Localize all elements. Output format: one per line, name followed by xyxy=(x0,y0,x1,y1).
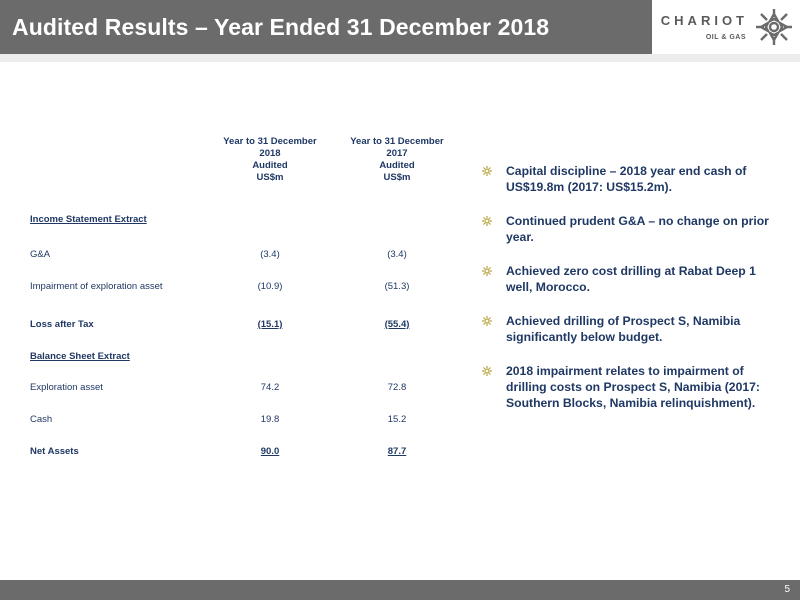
value-2018: (10.9) xyxy=(257,281,283,292)
row-label: Loss after Tax xyxy=(30,319,94,330)
table-row xyxy=(30,414,450,428)
row-label: Net Assets xyxy=(30,446,79,457)
page-number: 5 xyxy=(784,584,790,595)
section-heading: Balance Sheet Extract xyxy=(30,351,130,362)
value-2018: 19.8 xyxy=(260,414,280,425)
value-2018: 74.2 xyxy=(260,382,280,393)
column-header-line: US$m xyxy=(256,172,284,183)
column-header-line: Audited xyxy=(379,160,415,171)
list-item xyxy=(480,213,780,245)
list-item xyxy=(480,263,780,295)
net-assets-row xyxy=(30,446,450,460)
chariot-star-icon xyxy=(754,7,794,47)
bullet-text: Capital discipline – 2018 year end cash of US$19.8m (2017: US$15.2m). xyxy=(506,164,747,194)
logo-subtitle: OIL & GAS xyxy=(705,34,746,41)
balance-sheet-heading-row xyxy=(30,351,450,365)
logo-name: CHARIOT xyxy=(660,13,748,28)
column-header-line: Year to 31 December xyxy=(350,136,444,147)
column-header-line: Audited xyxy=(252,160,288,171)
bullet-text: Achieved zero cost drilling at Rabat Deep 1 well, Morocco. xyxy=(506,264,756,294)
row-label: Exploration asset xyxy=(30,382,103,393)
logo xyxy=(652,0,800,54)
row-label: Impairment of exploration asset xyxy=(30,281,163,292)
value-2018: 90.0 xyxy=(260,446,280,457)
bullet-text: Continued prudent G&A – no change on prior year. xyxy=(506,214,769,244)
column-header-2017 xyxy=(342,136,452,184)
column-header-line: 2017 xyxy=(386,148,408,159)
header-bar xyxy=(0,0,800,54)
key-points-list xyxy=(480,163,780,429)
list-item xyxy=(480,163,780,195)
list-item xyxy=(480,363,780,411)
bullet-text: Achieved drilling of Prospect S, Namibia significantly below budget. xyxy=(506,314,741,344)
row-label: G&A xyxy=(30,249,51,260)
bullet-text: 2018 impairment relates to impairment of drilling costs on Prospect S, Namibia (2017: Southern Blocks, Namibia relinquishment). xyxy=(506,364,760,410)
value-2017: (55.4) xyxy=(384,319,410,330)
loss-after-tax-row xyxy=(30,319,450,333)
row-label: Cash xyxy=(30,414,53,425)
value-2017: 72.8 xyxy=(387,382,407,393)
footer-bar xyxy=(0,580,800,600)
value-2017: (3.4) xyxy=(387,249,407,260)
sunburst-bullet-icon xyxy=(482,266,492,276)
value-2018: (3.4) xyxy=(260,249,280,260)
table-row xyxy=(30,281,450,295)
section-heading: Income Statement Extract xyxy=(30,214,147,225)
page-title: Audited Results – Year Ended 31 December 2018 xyxy=(12,14,550,40)
value-2017: 15.2 xyxy=(387,414,407,425)
sunburst-bullet-icon xyxy=(482,166,492,176)
value-2017: (51.3) xyxy=(384,281,410,292)
income-statement-heading-row xyxy=(30,214,450,228)
column-header-line: US$m xyxy=(383,172,411,183)
column-header-2018 xyxy=(215,136,325,184)
column-header-line: Year to 31 December xyxy=(223,136,317,147)
value-2017: 87.7 xyxy=(387,446,407,457)
list-item xyxy=(480,313,780,345)
value-2018: (15.1) xyxy=(257,319,283,330)
sunburst-bullet-icon xyxy=(482,216,492,226)
header-divider xyxy=(0,54,800,62)
table-row xyxy=(30,249,450,263)
sunburst-bullet-icon xyxy=(482,366,492,376)
column-header-line: 2018 xyxy=(259,148,281,159)
table-row xyxy=(30,382,450,396)
sunburst-bullet-icon xyxy=(482,316,492,326)
